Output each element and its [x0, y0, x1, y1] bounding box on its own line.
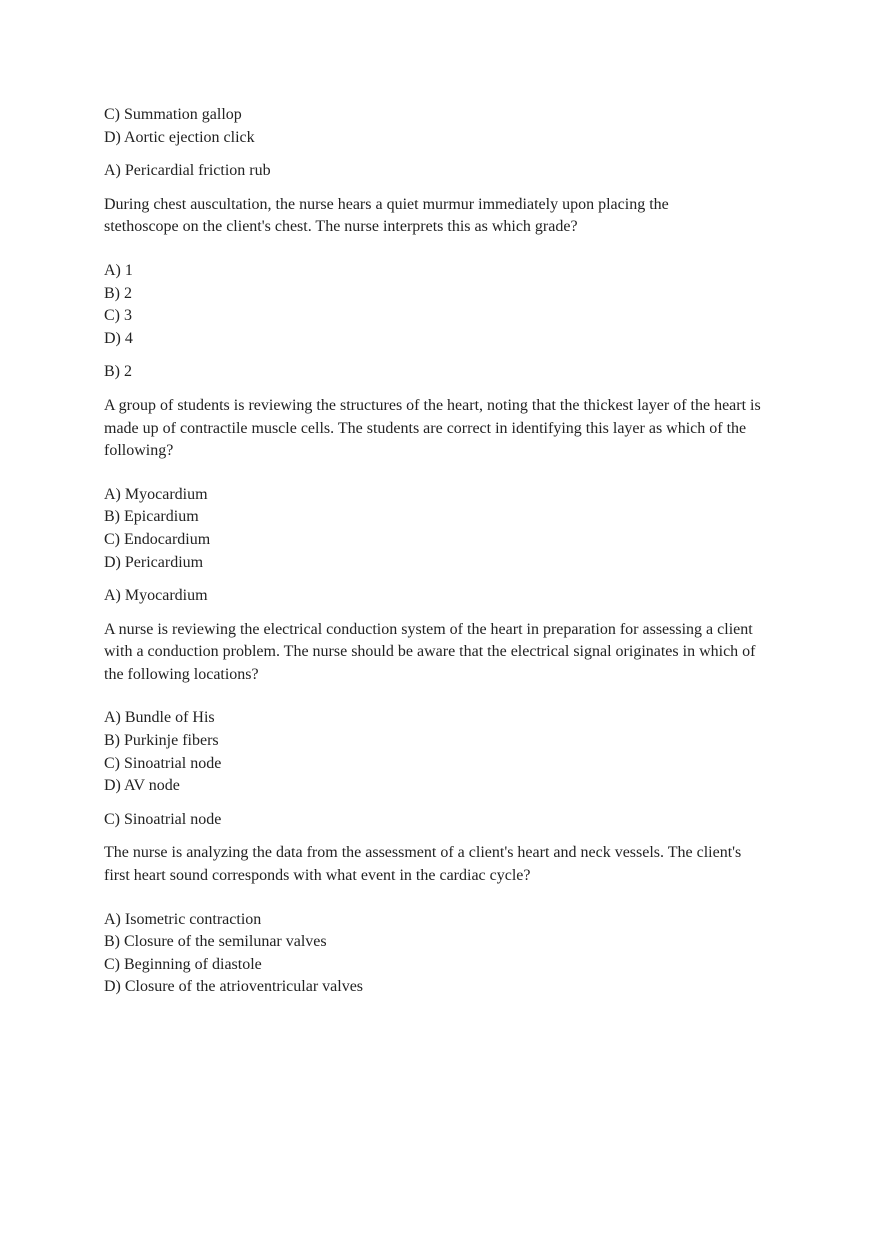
option: A) 1	[104, 261, 133, 279]
option-list	[104, 707, 784, 797]
question-text: The nurse is analyzing the data from the assessment of a client's heart and neck vessels. The client's first heart sound corresponds with what event in the cardiac cycle?	[104, 844, 742, 885]
option-list	[104, 909, 784, 999]
option-list	[104, 260, 784, 350]
option: D) 4	[104, 329, 133, 347]
option: D) Closure of the atrioventricular valves	[104, 978, 364, 996]
option: D) AV node	[104, 777, 180, 795]
option: A) Isometric contraction	[104, 910, 262, 928]
answer: C) Sinoatrial node	[104, 810, 222, 828]
question-text: A nurse is reviewing the electrical conduction system of the heart in preparation for assessing a client with a conduction problem. The nurse should be aware that the electrical signal originates in which of the following locations?	[104, 620, 756, 683]
option: C) Endocardium	[104, 530, 211, 548]
option: B) Epicardium	[104, 508, 199, 526]
answer: B) 2	[104, 363, 132, 381]
option: A) Myocardium	[104, 485, 208, 503]
option: D) Pericardium	[104, 553, 204, 571]
option: C) 3	[104, 307, 132, 325]
answer: A) Myocardium	[104, 587, 208, 605]
option: C) Beginning of diastole	[104, 955, 262, 973]
question-text: During chest auscultation, the nurse hears a quiet murmur immediately upon placing the stethoscope on the client's chest. The nurse interprets this as which grade?	[104, 195, 669, 236]
option-list	[104, 484, 784, 574]
option: D) Aortic ejection click	[104, 128, 255, 146]
option: A) Bundle of His	[104, 709, 215, 727]
option: B) 2	[104, 284, 132, 302]
document-page	[104, 104, 784, 1010]
answer: A) Pericardial friction rub	[104, 162, 271, 180]
question-text: A group of students is reviewing the structures of the heart, noting that the thickest layer of the heart is made up of contractile muscle cells. The students are correct in identifying this layer as which of the following?	[104, 396, 761, 460]
option: C) Summation gallop	[104, 106, 242, 123]
option: B) Closure of the semilunar valves	[104, 933, 327, 951]
option: C) Sinoatrial node	[104, 754, 222, 772]
option-list	[104, 104, 784, 149]
option: B) Purkinje fibers	[104, 732, 219, 750]
